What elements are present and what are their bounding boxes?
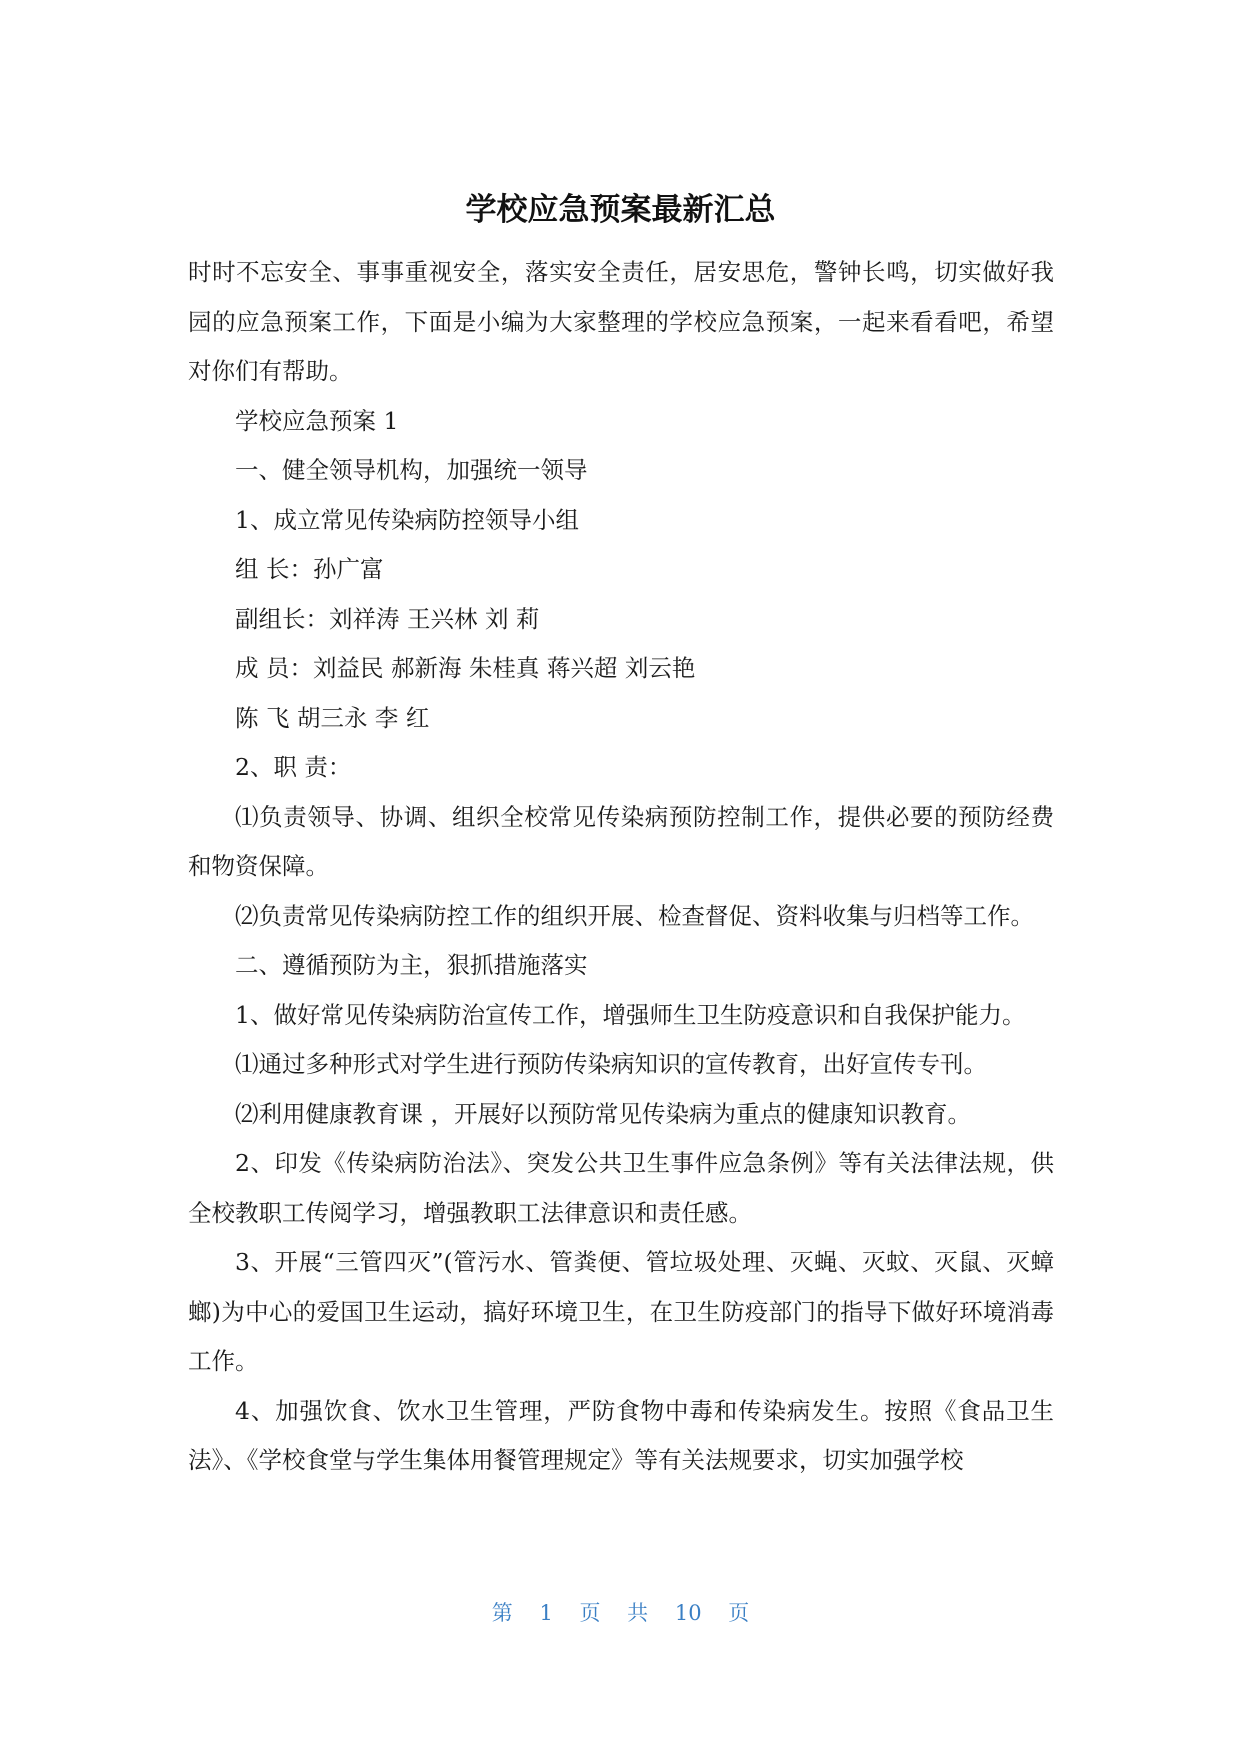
item-food-safety: 4、加强饮食、饮水卫生管理，严防食物中毒和传染病发生。按照《食品卫生法》、《学校食堂与学生集体用餐管理规定》等有关法规要求，切实加强学校 <box>188 1396 1054 1474</box>
page-number-footer: 第 1 页 共 10 页 <box>491 1601 750 1625</box>
members-line-continued: 陈 飞 胡三永 李 红 <box>235 703 430 732</box>
section-heading-leadership: 一、健全领导机构，加强统一领导 <box>235 456 588 484</box>
group-leader-line: 组 长：孙广富 <box>235 555 384 583</box>
intro-paragraph: 时时不忘安全、事事重视安全，落实安全责任，居安思危，警钟长鸣，切实做好我园的应急预案工作，下面是小编为大家整理的学校应急预案，一起来看看吧，希望对你们有帮助。 <box>188 258 1054 385</box>
document-title: 学校应急预案最新汇总 <box>465 192 776 228</box>
item-publicity: 1、做好常见传染病防治宣传工作，增强师生卫生防疫意识和自我保护能力。 <box>235 1000 1026 1029</box>
item-laws-distribution: 2、印发《传染病防治法》、突发公共卫生事件应急条例》等有关法律法规，供全校教职工传阅学习，增强教职工法律意识和责任感。 <box>188 1149 1054 1227</box>
item-duties: 2、职 责： <box>235 753 352 781</box>
document-body <box>188 248 1054 1486</box>
publicity-2-paragraph: ⑵利用健康教育课 ，开展好以预防常见传染病为重点的健康知识教育。 <box>235 1099 971 1128</box>
duty-2-paragraph: ⑵负责常见传染病防控工作的组织开展、检查督促、资料收集与归档等工作。 <box>235 901 1034 930</box>
members-line: 成 员：刘益民 郝新海 朱桂真 蒋兴超 刘云艳 <box>235 654 696 682</box>
item-leadership-group: 1、成立常见传染病防控领导小组 <box>235 505 579 534</box>
deputy-leader-line: 副组长：刘祥涛 王兴林 刘 莉 <box>235 604 540 633</box>
section-heading-plan-1: 学校应急预案 1 <box>235 406 399 435</box>
item-hygiene-campaign: 3、开展“三管四灭”(管污水、管粪便、管垃圾处理、灭蝇、灭蚊、灭鼠、灭蟑螂)为中心的爱国卫生运动，搞好环境卫生，在卫生防疫部门的指导下做好环境消毒工作。 <box>188 1248 1054 1375</box>
section-heading-prevention: 二、遵循预防为主，狠抓措施落实 <box>235 951 588 979</box>
publicity-1-paragraph: ⑴通过多种形式对学生进行预防传染病知识的宣传教育，出好宣传专刊。 <box>235 1050 987 1078</box>
duty-1-paragraph: ⑴负责领导、协调、组织全校常见传染病预防控制工作，提供必要的预防经费和物资保障。 <box>188 802 1054 880</box>
